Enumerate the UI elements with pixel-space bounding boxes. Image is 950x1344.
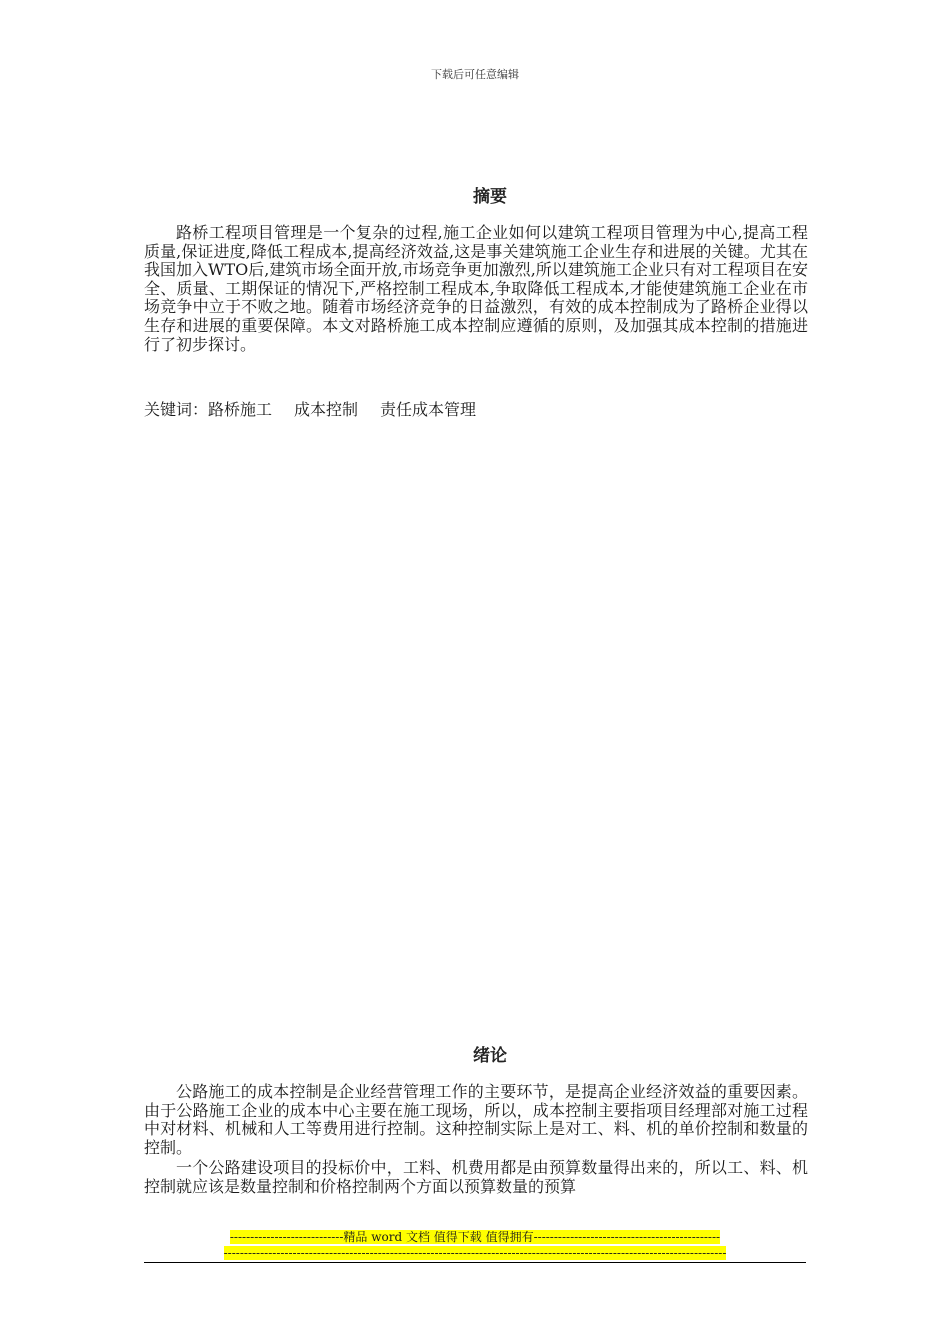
introduction-paragraph: 公路施工的成本控制是企业经营管理工作的主要环节，是提高企业经济效益的重要因素。由于公路施工企业的成本中心主要在施工现场，所以，成本控制主要指项目经理部对施工过程中对材料、机械和人工等费用进行控制。这种控制实际上是对工、料、机的单价控制和数量的控制。 [144,1082,808,1157]
abstract-title: 摘要 [473,187,507,207]
keyword-item: 责任成本管理 [380,400,477,419]
promo-divider [0,1245,950,1261]
introduction-title: 绪论 [473,1046,507,1066]
keyword-item: 路桥施工 [208,400,273,419]
keywords-line [144,397,476,420]
keywords-label: 关键词： [144,400,209,419]
footer-rule [144,1262,806,1263]
promo-banner [0,1229,950,1245]
promo-line: ---------------------------------------------------------------------------------------------------------------------------- [223,1246,727,1260]
promo-line: ----------------------------精品 word 文档 值得下载 值得拥有---------------------------------------------- [229,1230,721,1244]
keyword-item: 成本控制 [294,400,359,419]
abstract-body: 路桥工程项目管理是一个复杂的过程,施工企业如何以建筑工程项目管理为中心,提高工程质量,保证进度,降低工程成本,提高经济效益,这是事关建筑施工企业生存和进展的关键。尤其在我国加入WTO后,建筑市场全面开放,市场竞争更加激烈,所以建筑施工企业只有对工程项目在安全、质量、工期保证的情况下,严格控制工程成本,争取降低工程成本,才能使建筑施工企业在市场竞争中立于不败之地。随着市场经济竞争的日益激烈，有效的成本控制成为了路桥企业得以生存和进展的重要保障。本文对路桥施工成本控制应遵循的原则，及加强其成本控制的措施进行了初步探讨。 [144,223,808,354]
header-note: 下载后可任意编辑 [431,68,519,81]
introduction-paragraph: 一个公路建设项目的投标价中，工料、机费用都是由预算数量得出来的，所以工、料、机控制就应该是数量控制和价格控制两个方面以预算数量的预算 [144,1158,808,1196]
